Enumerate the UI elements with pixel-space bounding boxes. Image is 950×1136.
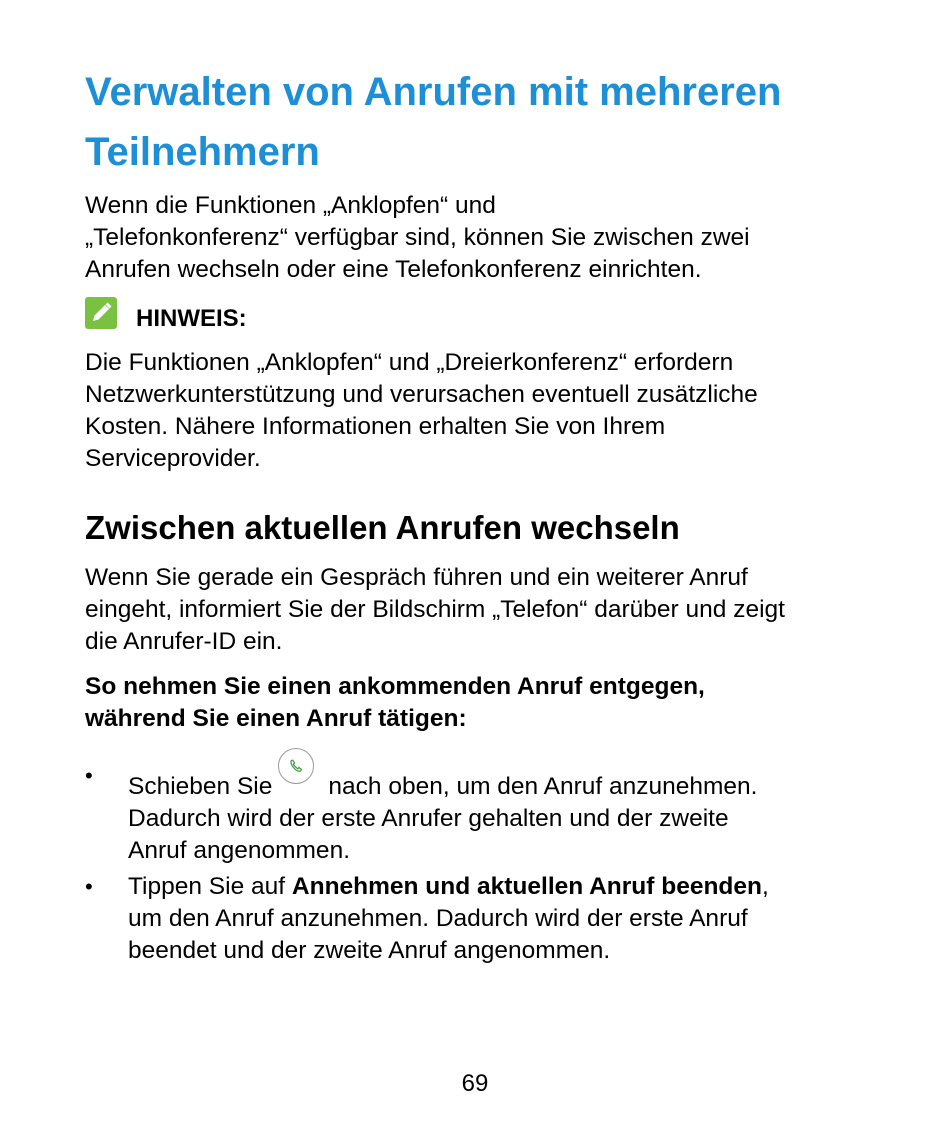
bullet-2-after: ,: [761, 873, 769, 900]
procedure-heading: [85, 671, 705, 735]
bullet-2-line-3: beendet und der zweite Anruf angenommen.: [128, 937, 611, 964]
note-line-3: Kosten. Nähere Informationen erhalten Sie von Ihrem: [85, 413, 666, 440]
bullet-text-1: [128, 760, 757, 867]
bullet-marker: •: [85, 763, 93, 788]
section-line-2: eingeht, informiert Sie der Bildschirm „Telefon“ darüber und zeigt: [85, 596, 785, 623]
intro-line-3: Anrufen wechseln oder eine Telefonkonferenz einrichten.: [85, 256, 702, 283]
title-line-2: Teilnehmern: [85, 130, 320, 174]
note-paragraph: [85, 347, 758, 475]
page-number: 69: [461, 1070, 489, 1097]
section-line-3: die Anrufer-ID ein.: [85, 628, 283, 655]
section-line-1: Wenn Sie gerade ein Gespräch führen und ein weiterer Anruf: [85, 564, 748, 591]
procedure-line-2: während Sie einen Anruf tätigen:: [85, 705, 467, 732]
pencil-note-icon: [85, 297, 117, 329]
bullet-1-line-2: Dadurch wird der erste Anrufer gehalten und der zweite: [128, 805, 729, 832]
bullet-text-2: [128, 871, 769, 967]
note-line-1: Die Funktionen „Anklopfen“ und „Dreierkonferenz“ erfordern: [85, 349, 734, 376]
answer-call-icon: [278, 748, 314, 784]
bullet-1-line-3: Anruf angenommen.: [128, 837, 350, 864]
note-label: HINWEIS:: [136, 305, 247, 332]
bullet-2-bold: Annehmen und aktuellen Anruf beenden: [291, 873, 762, 900]
title-line-1: Verwalten von Anrufen mit mehreren: [85, 70, 782, 114]
intro-line-2: „Telefonkonferenz“ verfügbar sind, können Sie zwischen zwei: [85, 224, 750, 251]
bullet-2-start: Tippen Sie auf: [128, 873, 292, 900]
bullet-1-after-icon: nach oben, um den Anruf anzunehmen.: [328, 773, 758, 800]
bullet-1-start: Schieben Sie: [128, 773, 273, 800]
intro-line-1: Wenn die Funktionen „Anklopfen“ und: [85, 192, 496, 219]
page-title: [85, 62, 905, 182]
note-line-4: Serviceprovider.: [85, 445, 261, 472]
bullet-marker: •: [85, 874, 93, 899]
section-paragraph: [85, 562, 785, 658]
bullet-2-line-2: um den Anruf anzunehmen. Dadurch wird der erste Anruf: [128, 905, 748, 932]
section-heading: Zwischen aktuellen Anrufen wechseln: [85, 509, 680, 546]
note-line-2: Netzwerkunterstützung und verursachen eventuell zusätzliche: [85, 381, 758, 408]
intro-paragraph: [85, 190, 750, 286]
procedure-line-1: So nehmen Sie einen ankommenden Anruf entgegen,: [85, 673, 705, 700]
